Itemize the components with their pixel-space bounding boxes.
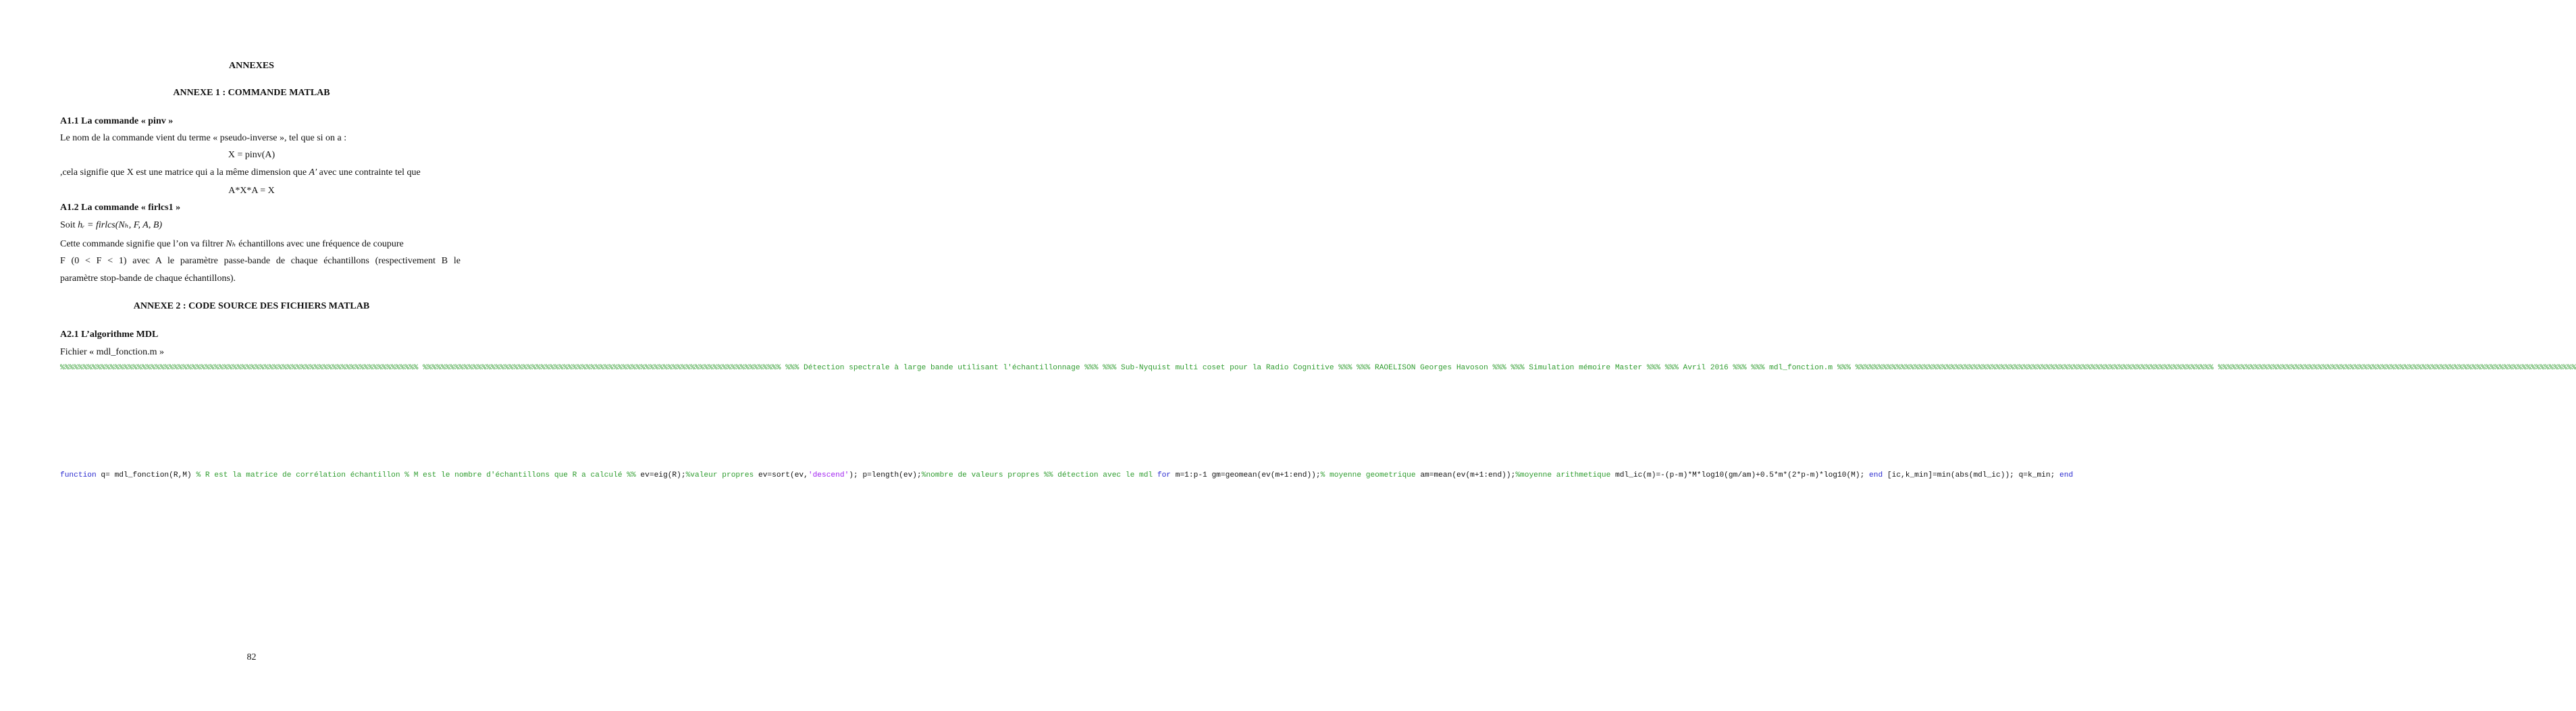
code-text: q=k_min;: [2018, 471, 2055, 479]
header-line: %%% mdl_fonction.m %%%: [1751, 364, 1851, 372]
a12-soit-line: [60, 219, 162, 231]
code-comment: %moyenne arithmetique: [1515, 471, 1611, 479]
section-a12-heading: A1.2 La commande « firlcs1 »: [60, 203, 181, 213]
a11-paragraph-line2: [60, 167, 421, 178]
header-line: %%%%%%%%%%%%%%%%%%%%%%%%%%%%%%%%%%%%%%%%%%%%%%%%%%%%%%%%%%%%%%%%%%%%%%%%%%%%%%%: [423, 364, 781, 372]
code-text: [ic,k_min]=min(abs(mdl_ic));: [1887, 471, 2014, 479]
header-line: %%% Détection spectrale à large bande utilisant l'échantillonnage %%%: [785, 364, 1099, 372]
header-line: %%%%%%%%%%%%%%%%%%%%%%%%%%%%%%%%%%%%%%%%%%%%%%%%%%%%%%%%%%%%%%%%%%%%%%%%%%%%%%%: [2217, 364, 2576, 372]
code-text: mdl_ic(m)=-(p-m)*M*log10(gm/am)+0.5*m*(2*p-m)*log10(M);: [1615, 471, 1865, 479]
code-header-block: [60, 363, 2576, 373]
a12-paragraph-line2: F (0 < F < 1) avec A le paramètre passe-bande de chaque échantillons (respectivement B le: [60, 256, 461, 266]
annex1-heading: ANNEXE 1 : COMMANDE MATLAB: [173, 88, 330, 98]
section-a21-heading: A2.1 L’algorithme MDL: [60, 330, 159, 340]
code-comment: % M est le nombre d'échantillons que R a calculé: [404, 471, 623, 479]
code-text: q= mdl_fonction(R,M): [96, 471, 192, 479]
header-line: %%% RAOELISON Georges Havoson %%%: [1357, 364, 1506, 372]
code-comment: %% détection avec le mdl: [1044, 471, 1153, 479]
code-text: am=mean(ev(m+1:end));: [1420, 471, 1516, 479]
a11-line2-post: avec une contrainte tel que: [317, 167, 421, 178]
a12-soit-math: hᵣ = firlcs(Nₕ, F, A, B): [78, 220, 163, 230]
a11-line2-pre: ,cela signifie que X est une matrice qui a la même dimension que: [60, 167, 309, 178]
header-line: %%% Sub-Nyquist multi coset pour la Radio Cognitive %%%: [1103, 364, 1352, 372]
code-function-block: [60, 471, 2073, 480]
code-text: gm=geomean(ev(m+1:end));: [1211, 471, 1321, 479]
code-keyword: end: [2059, 471, 2074, 479]
a12-paragraph-line1: [60, 238, 404, 250]
a12-line1-pre: Cette commande signifie que l’on va filtrer: [60, 239, 226, 249]
code-keyword: function: [60, 471, 97, 479]
a12-line1-post: échantillons avec une fréquence de coupure: [236, 239, 404, 249]
code-text: p=length(ev);: [862, 471, 922, 479]
code-comment: %%: [627, 471, 636, 479]
annexes-title: ANNEXES: [229, 61, 274, 71]
header-line: %%%%%%%%%%%%%%%%%%%%%%%%%%%%%%%%%%%%%%%%%%%%%%%%%%%%%%%%%%%%%%%%%%%%%%%%%%%%%%%: [60, 364, 419, 372]
header-line: %%% Avril 2016 %%%: [1664, 364, 1747, 372]
code-string: 'descend': [808, 471, 849, 479]
a11-paragraph-line1: Le nom de la commande vient du terme « pseudo-inverse », tel que si on a :: [60, 133, 347, 143]
code-comment: %valeur propres: [685, 471, 754, 479]
code-keyword: for: [1157, 471, 1172, 479]
page-number: 82: [246, 652, 257, 662]
header-line: %%% Simulation mémoire Master %%%: [1510, 364, 1660, 372]
a12-line1-math: Nₕ: [226, 239, 236, 249]
formula-axa: A*X*A = X: [228, 186, 275, 196]
code-text: m=1:p-1: [1171, 471, 1207, 479]
code-keyword: end: [1869, 471, 1883, 479]
code-comment: %nombre de valeurs propres: [921, 471, 1040, 479]
code-text: ev=eig(R);: [640, 471, 686, 479]
section-a11-heading: A1.1 La commande « pinv »: [60, 116, 174, 126]
a12-soit-pre: Soit: [60, 220, 78, 230]
formula-pinv: X = pinv(A): [228, 150, 275, 160]
a12-paragraph-line3: paramètre stop-bande de chaque échantillons).: [60, 273, 236, 284]
a11-line2-math: A′: [309, 167, 317, 178]
code-text: );: [849, 471, 858, 479]
header-line: %%%%%%%%%%%%%%%%%%%%%%%%%%%%%%%%%%%%%%%%%%%%%%%%%%%%%%%%%%%%%%%%%%%%%%%%%%%%%%%: [1855, 364, 2214, 372]
file-label: Fichier « mdl_fonction.m »: [60, 347, 164, 357]
code-comment: % R est la matrice de corrélation échantillon: [196, 471, 400, 479]
code-comment: % moyenne geometrique: [1320, 471, 1416, 479]
annex2-heading: ANNEXE 2 : CODE SOURCE DES FICHIERS MATLAB: [133, 301, 370, 311]
code-text: ev=sort(ev,: [758, 471, 808, 479]
